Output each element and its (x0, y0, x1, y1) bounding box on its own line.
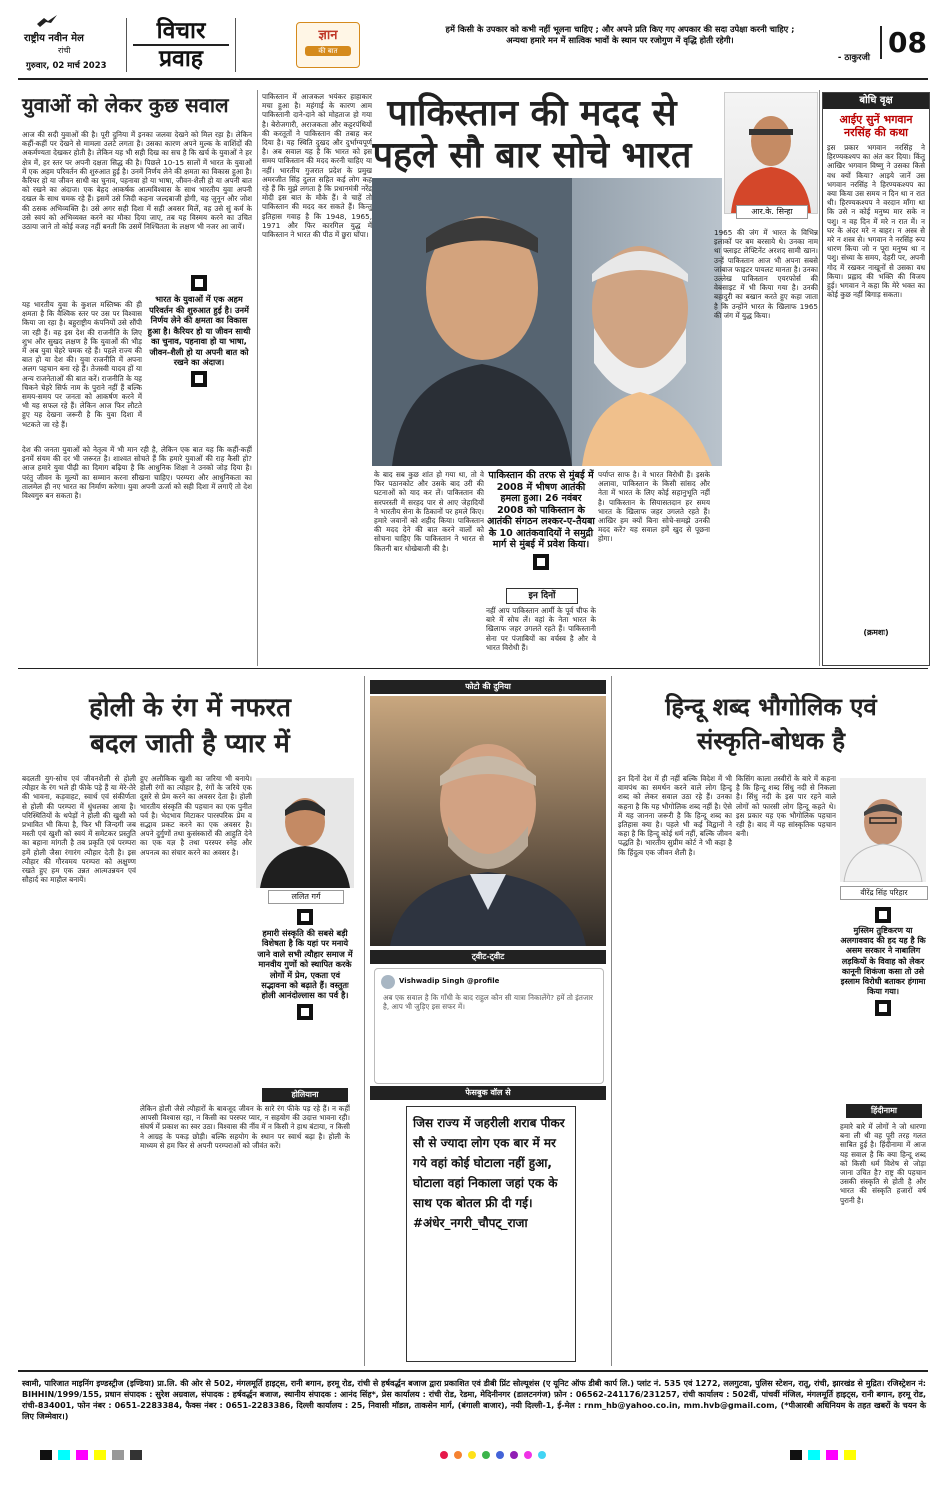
facebook-label: फेसबुक वॉल से (370, 1086, 606, 1100)
print-dot (468, 1451, 476, 1459)
gyan-label: ज्ञान (318, 28, 338, 43)
hindu-body-2: किसिंग काला तस्वीरों के बारे में कहना है कि हिन्दू शब्द सिंधु नदी से निकला है। सिंधु नदी के इस पार रहने वाले लोगों को फारसी लोग हिन्दू कहते थे। इस प्रकार यह एक भौगोलिक पहचान रही है। बाद में यह सांस्कृतिक पहचान बनी। (736, 774, 836, 839)
print-dot (440, 1451, 448, 1459)
avatar (381, 975, 395, 989)
hindinama-label: हिंदीनामा (846, 1104, 922, 1118)
facebook-post-text: जिस राज्य में जहरीली शराब पीकर सौ से ज्यादा लोग एक बार में मर गये वहां कोई घोटाला नहीं हुआ, घोटाला वहां निकाला जहां एक के साथ एक बोतल फ्री दी गई। #अंधेर_नगरी_चौपट्_राजा (413, 1116, 565, 1230)
daily-quote-author: - ठाकुरजी (837, 53, 870, 63)
youth-headline: युवाओं को लेकर कुछ सवाल (22, 93, 229, 117)
bodh-vriksh-body: इस प्रकार भगवान नरसिंह ने हिरण्यकश्यप का अंत कर दिया। किंतु आखिर भगवान विष्णु ने उसका किसे वध क्यों किया? आइये जानें उस भगवान नरसिंह ने हिरण्यकश्यप का क्या किया उस समय न दिन था न रात थी। हिरण्यकश्यप ने वरदान माँगा था कि उसे न कोई मनुष्य मार सके न पशु। न वह दिन में मरे न रात में। न घर के अंदर मरे न बाहर। न अस्त्र से मरे न शस्त्र से। भगवान ने नरसिंह रूप धारण किया जो न पूरा मनुष्य था न पशु। संध्या के समय, देहरी पर, अपनी गोद में रखकर नाखूनों से उसका वध किया। प्रह्लाद की भक्ति की विजय हुई। भगवान ने कहा कि मेरे भक्त का कोई कुछ नहीं बिगाड़ सकता। (827, 143, 925, 300)
print-color-bar-right (790, 1450, 856, 1460)
author-photo-virendra (840, 778, 926, 882)
paper-name: राष्ट्रीय नवीन मेल (24, 33, 84, 44)
print-dot (524, 1451, 532, 1459)
print-dot-bar (440, 1451, 546, 1459)
hindu-headline (616, 690, 926, 758)
author-photo-rk-sinha (724, 92, 818, 214)
hindu-pullquote-text: मुस्लिम तुष्टिकरण या अलगाववाद की हद यह है कि असम सरकार ने नाबालिग लड़कियों के विवाह को लेकर कानूनी शिकंजा कसा तो उसे इस्लाम विरोधी बताकर हंगामा किया गया। (840, 926, 926, 997)
bodh-vriksh-label: बोधि वृक्ष (823, 93, 929, 109)
gyan-badge (296, 22, 360, 68)
daily-quote-line1: हमें किसी के उपकार को कभी नहीं भूलना चाहिए ; और अपने प्रति किए गए अपकार की सदा उपेक्षा करनी चाहिए ; (445, 24, 795, 34)
in-dino-body: नहीं आप पाकिस्तान आर्मी के पूर्व चीफ के बारे में सोच लें। वहां के नेता भारत के खिलाफ जहर उगलते रहते हैं। पाकिस्तानी सेना पर पंजाबियों का वर्चस्व है और वे भारत विरोधी हैं। (486, 606, 596, 652)
quote-mark-icon (533, 554, 549, 570)
issue-date: गुरुवार, 02 मार्च 2023 (26, 61, 107, 71)
bodh-vriksh-headline: आईए सुनें भगवान नरसिंह की कथा (839, 113, 913, 139)
holi-body-1: बदलती युग-सोच एवं जीवनशैली से होली त्यौहार के रंग भले ही फीके पड़े हैं या मेरे-तेरे की भावना, कड़वाहट, स्वार्थ एवं संकीर्णता से होली की परम्परा में धुंधलका आया है। परिस्थितियों के थपेड़ों ने होली की खुशी को प्रभावित भी किया है, फिर भी जिन्दगी जब मस्ती एवं खुशी को स्वयं में समेटकर प्रस्तुति का बहाना मांगती है तब प्रकृति एवं परम्परा हमें होली जैसा रंगारंग त्यौहार देती है। इस त्यौहार की गौरवमय परम्परा को अक्षुण्ण रखते हुए हम एक उन्नत आत्मउन्नयन एवं सौहार्द का माहौल बनायें। (22, 774, 136, 885)
quote-mark-icon (875, 1000, 891, 1016)
youth-pullquote-text: भारत के युवाओं में एक अहम परिवर्तन की शुरुआत हुई है। उनमें निर्णय लेने की क्षमता का विकास हुआ है। कैरियर हो या जीवन साथी का चुनाव, पहनावा हो या भाषा, जीवन-शैली हो या अपनी बात को रखने का अंदाज। (147, 294, 251, 367)
print-dot (454, 1451, 462, 1459)
print-dot (538, 1451, 546, 1459)
quote-mark-icon (875, 907, 891, 923)
holi-headline-line2: बदल जाती है प्यार में (90, 729, 290, 759)
print-dot (496, 1451, 504, 1459)
holiyana-label: होलियाना (262, 1088, 348, 1102)
featured-photo (370, 696, 606, 946)
holi-body-2: हुए अलौकिक खुशी का जरिया भी बनाये। होली रंगों का त्योहार है, रंगों के जरिये एक दूसरे से प्रेम करने का अवसर देता है। होली भारतीय संस्कृति की पहचान का एक पुनीत पर्व है। भेदभाव मिटाकर पारस्परिक प्रेम व सद्भाव प्रकट करने का एक अवसर है। अपने दुर्गुणों तथा कुसंस्कारों की आहुति देने का एक यज्ञ है तथा परस्पर स्नेह और अपनत्व का संचार करने का अवसर है। (140, 774, 252, 857)
tweet-label: ट्वीट-ट्वीट (370, 950, 606, 964)
hindu-pullquote (840, 904, 926, 1019)
daily-quote (370, 24, 870, 63)
bodh-vriksh-continued: (क्रमशः) (863, 628, 889, 637)
pakistan-pullquote-text: पाकिस्तान की तरफ से मुंबई में 2008 में भीषण आतंकी हमला हुआ। 26 नवंबर 2008 को पाकिस्तान के आतंकी संगठन लश्कर-ए-तैयबा के 10 आतंकवादियों ने समुद्री मार्ग से मुंबई में प्रवेश किया। (487, 470, 595, 550)
city: रांची (58, 46, 71, 55)
pakistan-body-1: पाकिस्तान में आजकल भयंकर हाहाकार मचा हुआ है। महंगाई के कारण आम पाकिस्तानी दाने-दाने को मोहताज हो गया है। बेरोजगारी, अराजकता और कट्टरपंथियों की करतूतों ने पाकिस्तान की तबाह कर दिया है। यह स्थिति दुखद और दुर्भाग्यपूर्ण है। अब सवाल यह है कि भारत को इस समय पाकिस्तान की मदद करनी चाहिए या नहीं। भारतीय गुजरात प्रदेश के प्रमुख अमरजीत सिंह दुलत सहित कई लोग कह रहे हैं कि मुझे लगता है कि प्रधानमंत्री नरेंद्र मोदी इस बात के मौके हैं। वे चाहें तो पाकिस्तान की मदद कर सकते हैं। किन्तु इतिहास गवाह है कि 1948, 1965, 1971 और फिर कारगिल युद्ध में पाकिस्तान ने भारत की पीठ में छुरा घोंपा। (262, 92, 372, 240)
quote-mark-icon (297, 909, 313, 925)
youth-body-3: देश की जनता युवाओं को नेतृत्व में भी मान रही है, लेकिन एक बात यह कि कहीं-कहीं इनमें संयम की दर भी जरूरत है। शाश्वत सोचते हैं कि हमारे युवाओं की राह कैसी हो? आज हमारे युवा पीढ़ी का दिमाग बढ़िया है कि आधुनिक शिक्षा ने उनको जोड़ दिया है। परंतु जीवन के मूल्यों का सम्मान करना सीखना चाहिए। परम्परा और आधुनिकता का तालमेल ही नए भारत का निर्माण करेगा। युवा अपनी ऊर्जा को सही दिशा में लगाएँ तो देश विश्वगुरु बन सकता है। (22, 445, 252, 501)
bodh-vriksh-box (822, 92, 930, 666)
youth-body-2: यह भारतीय युवा के कुशल मस्तिष्क की ही क्षमता है कि वैश्विक स्तर पर उस पर विश्वास किया जा रहा है। बहुराष्ट्रीय कंपनियों उसे सौंपी जा रही हैं। वह इस देश की राजनीति के लिए शुभ और सुखद लक्षण है कि युवाओं की भीड़ में अब युवा चेहरे चमक रहे हैं। पहले राज्य की बात हो या देश की। युवा राजनीति में अपना अलग पहचान बना रहे हैं। तेजस्वी यादव हों या अन्य राजनेताओं की बात करें। राजनीति के यह चिकने चेहरे सिर्फ नाम के पुराने नहीं हैं बल्कि समय-समय पर जनता को आकर्षण करने में भी यह सफल रहे हैं। लेकिन आज फिर लौटते हुए यह देखना जरूरी है कि युवा दिशा में भटकते जा रहे हैं। (22, 300, 142, 429)
section-title-line1: विचार (156, 17, 206, 44)
holi-headline (30, 690, 350, 762)
gyan-sub: की बात (305, 46, 351, 56)
masthead (0, 0, 945, 78)
author-photo-lalit-garg (256, 778, 354, 888)
print-color-bar (40, 1450, 142, 1460)
author-name-rk-sinha: आर.के. सिन्हा (736, 205, 808, 219)
quote-mark-icon (191, 275, 207, 291)
print-dot (482, 1451, 490, 1459)
quote-mark-icon (297, 1004, 313, 1020)
pakistan-pullquote (486, 470, 596, 573)
hindu-headline-line2: संस्कृति-बोधक है (696, 726, 846, 755)
holi-headline-line1: होली के रंग में नफरत (89, 693, 291, 723)
holi-pullquote-text: हमारी संस्कृति की सबसे बड़ी विशेषता है कि यहां पर मनाये जाने वाले सभी त्यौहार समाज में मानवीय गुणों को स्थापित करके लोगों में प्रेम, एकता एवं सद्भावना को बढ़ाते हैं। वस्तुतः होली आनंदोल्लास का पर्व है। (257, 928, 353, 1001)
leaders-photo (372, 178, 722, 466)
hindu-body-3: हमारे बारे में लोगों ने जो धारणा बना ली थी वह पूरी तरह गलत साबित हुई है। हिंदीनामा में आज यह सवाल है कि क्या हिन्दू शब्द को किसी धर्म विशेष से जोड़ा जाना उचित है? राष्ट्र की पहचान उसकी संस्कृति से होती है और भारत की संस्कृति हजारों वर्ष पुरानी है। (840, 1122, 926, 1205)
tweet-user: Vishwadip Singh @profile (399, 977, 500, 985)
facebook-post (406, 1106, 576, 1362)
hindu-body-1: इन दिनों देश में ही नहीं बल्कि विदेश में भी वामपंथ का समर्थन करने वाले लोग हिन्दू शब्द को लेकर सवाल उठा रहे हैं। उनका कहना है कि यह भौगोलिक शब्द नहीं है। ऐसे में यह जानना जरूरी है कि हिन्दू शब्द का इतिहास क्या है। पहले भी कई विद्वानों ने कहा है कि हिन्दू कोई धर्म नहीं, बल्कि जीवन पद्धति है। भारतीय सुप्रीम कोर्ट ने भी कहा है कि हिंदुत्व एक जीवन शैली है। (618, 774, 732, 857)
page-number: 08 (880, 26, 927, 59)
holi-body-3: लेकिन होली जैसे त्यौहारों के बावजूद जीवन के सारे रंग फीके पड़ रहे हैं। न कहीं आपसी विश्वास रहा, न किसी का परस्पर प्यार, न सहयोग की उदात्त भावना रही। संघर्ष में प्रकाश का स्वर उठा। विश्वास की नींव में न किसी ने हाथ बंटाया, न किसी ने आग्रह के पकड़ छोड़ी। बल्कि सहयोग के स्थान पर स्वार्थ बढ़ा है। होली के माध्यम से हम फिर से अपनी परम्पराओं को जीवंत करें। (140, 1104, 350, 1150)
photo-world-label: फोटो की दुनिया (370, 680, 606, 694)
author-name-lalit-garg: ललित गर्ग (268, 890, 344, 904)
youth-body-1: आज की सदी युवाओं की है। पूरी दुनिया में इनका जलवा देखने को मिल रहा है। लेकिन कहीं-कहीं पर देखने से मामला उलटे लगता है। उसका कारण अपने मुल्क के वाशिंदों की अकर्मण्यता देखकर होती है। लेकिन यह भी सही दिख का सच है कि खर्च के युवाओं ने हर क्षेत्र में, हर स्तर पर अपनी दक्षता सिद्ध की है। पिछले 10-15 सालों में भारत के युवाओं में एक अहम परिवर्तन की शुरुआत हुई है। उनमें निर्णय लेने की क्षमता का विकास हुआ है। कैरियर हो या जीवन साथी का चुनाव, पहनावा हो या भाषा, जीवन-शैली हो या अपनी बात को रखने का अंदाज। एक बेहद आकर्षक आत्मविश्वास के साथ भारतीय युवा अपनी दखल के साथ चमक रहे हैं। इसमें उसे जिदी कहना जल्दबाजी होगी, यह जुनून और जोश की ठसक अभिव्यक्ति है। उसे अगर सही दिशा में सही अवसर मिलें, वह उसे सुं कर्म के उसे स्वयं को अभिव्यक्त करने का मौका दिया जाए, तब यह विस्मय करने का उचित उठाया जाने तो कोई वजह नहीं बनती कि उसमें निश्चितता के लक्षण भी नजर आ जायें। (22, 130, 252, 232)
print-dot (510, 1451, 518, 1459)
daily-quote-line2: अन्यथा हमारे मन में सात्विक भावों के स्थान पर रजोगुण में वृद्धि होती रहेगी। (506, 35, 734, 45)
in-dino-label: इन दिनों (506, 588, 578, 604)
section-title-line2: प्रवाह (158, 45, 204, 72)
author-name-virendra: वीरेंद्र सिंह परिहार (840, 886, 928, 900)
quote-mark-icon (191, 371, 207, 387)
hindu-headline-line1: हिन्दू शब्द भौगोलिक एवं (665, 692, 877, 721)
pakistan-headline: पाकिस्तान की मदद से पहले सौ बार सोचे भारत (372, 92, 692, 176)
pakistan-body-4: 1965 की जंग में भारत के विभिन्न इलाकों पर बम बरसाये थे। उनका नाम था फ्लाइट लेफ्टिनेंट अरशद सामी खान। उन्हें पाकिस्तान आज भी अपना सबसे जांबाज फाइटर पायलट मानता है। उनका उल्लेख पाकिस्तान एयरफोर्स की वेबसाइट में भी किया गया है। उनकी बहादुरी का बखान करते हुए कहा जाता है कि उन्होंने भारत के खिलाफ 1965 की जंग में युद्ध किया। (714, 228, 818, 320)
tweet-text: अब एक सवाल है कि गाँधी के बाद राहुल कौन सी यात्रा निकालेंगे? हमें तो इंतजार है, आप भी जुड़िए इस सफर में। (383, 993, 593, 1012)
pakistan-body-3: पर्याप्त साफ है। वे भारत विरोधी हैं। इसके अलावा, पाकिस्तान के किसी सांसद और नेता में भारत के लिए कोई सहानुभूति नहीं है। पाकिस्तान के सियासतदान हर समय भारत के खिलाफ जहर उगलते रहते हैं। आखिर हम क्यों बिना सोचे-समझे उनकी मदद करें? यह सवाल हमें खुद से पूछना होगा। (598, 470, 710, 544)
youth-pullquote (146, 272, 252, 390)
holi-pullquote (256, 906, 354, 1023)
footer-imprint: स्वामी, पारिजात माइनिंग इण्डस्ट्रीज (इण्डिया) प्रा.लि. की ओर से 502, मंगलमूर्ति हाइट्स, रानी बगान, हरमू रोड, रांची से हर्षवर्द्धन बजाज द्वारा प्रकाशित एवं डीबी प्रिंट सोल्यूशंस (ए यूनिट ऑफ डीबी कार्प लि.) प्लांट नं. 535 एवं 1272, ललगुटवा, पुलिस स्टेशन, रातू, रांची, झारखंड से मुद्रित। रजिस्ट्रेशन नं: BIHHIN/1999/155, प्रधान संपादक : सुरेश अग्रवाल, संपादक : हर्षवर्द्धन बजाज, स्थानीय संपादक : आनंद सिंह*, प्रेस कार्यालय : रांची रोड, रेडमा, मेदिनीनगर (डालटनगंज) फ़ोन : 06562-241176/231257, रांची कार्यालय : 502वीं, पांचवीं मंजिल, मंगलमूर्ति हाइट्स, रानी बगान, हरमू रोड, रांची-834001, फोन नंबर : 0651-2283384, फैक्स नंबर : 0651-2283386, दिल्ली कार्यालय : 25, निवासी मॉडल, ताकसेन मार्ग, (बंगाली बाजार), नयी दिल्ली-1, ई-मेल : rnm_hb@yahoo.co.in, mm.hvb@gmail.com, (*पीआरबी अधिनियम के तहत खबरों के चयन के लिए जिम्मेवार।) (22, 1379, 926, 1421)
tweet-card (374, 968, 604, 1084)
section-title-box (126, 18, 236, 72)
pakistan-body-2: के बाद सब कुछ शांत हो गया था, तो वे फिर पठानकोट और उसके बाद उरी की घटनाओं को याद कर लें। पाकिस्तान की सरपरस्ती में सरहद पार से आए जेहादियों ने भारतीय सेना के ठिकानों पर हमले किए। हमारे जवानों को शहीद किया। पाकिस्तान की मदद देने की बात करने वालों को सोचना चाहिए कि पाकिस्तान ने भारत से कितनी बार धोखेबाजी की है। (374, 470, 484, 553)
